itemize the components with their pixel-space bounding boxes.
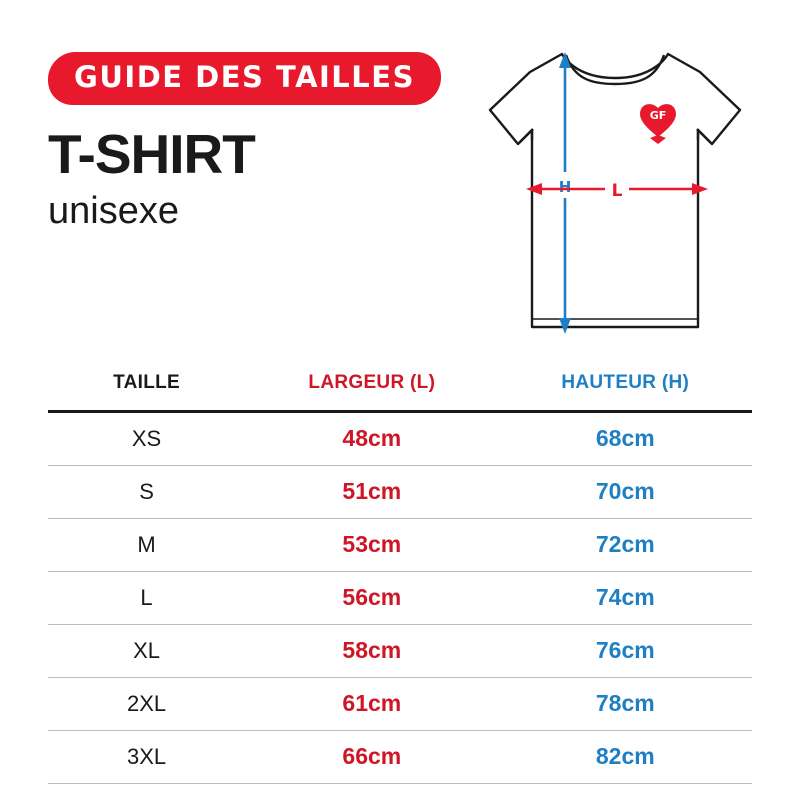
cell-hauteur: 76cm (595, 637, 655, 663)
cell-size: L (140, 584, 153, 610)
table-row (48, 678, 752, 731)
cell-largeur: 58cm (342, 637, 402, 663)
cell-hauteur: 68cm (595, 425, 655, 451)
cell-hauteur: 70cm (595, 478, 655, 504)
header-block (48, 52, 448, 230)
page-subtitle: unisexe (48, 190, 179, 232)
table-row (48, 519, 752, 572)
column-header-hauteur: HAUTEUR (H) (561, 372, 690, 393)
cell-hauteur: 82cm (595, 743, 655, 769)
cell-hauteur: 78cm (595, 690, 655, 716)
guide-badge (47, 52, 443, 105)
cell-largeur: 66cm (342, 743, 402, 769)
table-header-row (48, 372, 752, 412)
cell-size: M (137, 531, 156, 557)
cell-size: S (139, 478, 154, 504)
cell-largeur: 51cm (342, 478, 402, 504)
size-table-wrapper (48, 372, 752, 784)
size-table-body (48, 412, 752, 784)
width-label: L (611, 181, 623, 201)
cell-size: XL (133, 637, 161, 663)
svg-text:GF: GF (649, 109, 667, 122)
cell-largeur: 61cm (342, 690, 402, 716)
page-title: T-SHIRT (48, 123, 255, 185)
cell-size: XS (131, 425, 162, 451)
cell-largeur: 48cm (342, 425, 402, 451)
size-table-head (48, 372, 752, 412)
cell-hauteur: 74cm (595, 584, 655, 610)
column-header-taille: TAILLE (113, 372, 180, 393)
guide-badge-label: GUIDE DES TAILLES (74, 60, 415, 94)
size-table (48, 372, 752, 784)
column-header-largeur: LARGEUR (L) (308, 372, 436, 393)
cell-size: 2XL (126, 690, 167, 716)
cell-hauteur: 72cm (595, 531, 655, 557)
cell-size: 3XL (126, 743, 167, 769)
table-row (48, 572, 752, 625)
table-row (48, 731, 752, 784)
tshirt-illustration (470, 22, 760, 352)
cell-largeur: 53cm (342, 531, 402, 557)
table-row (48, 412, 752, 466)
table-row (48, 466, 752, 519)
height-label: H (558, 178, 572, 196)
table-row (48, 625, 752, 678)
cell-largeur: 56cm (342, 584, 402, 610)
